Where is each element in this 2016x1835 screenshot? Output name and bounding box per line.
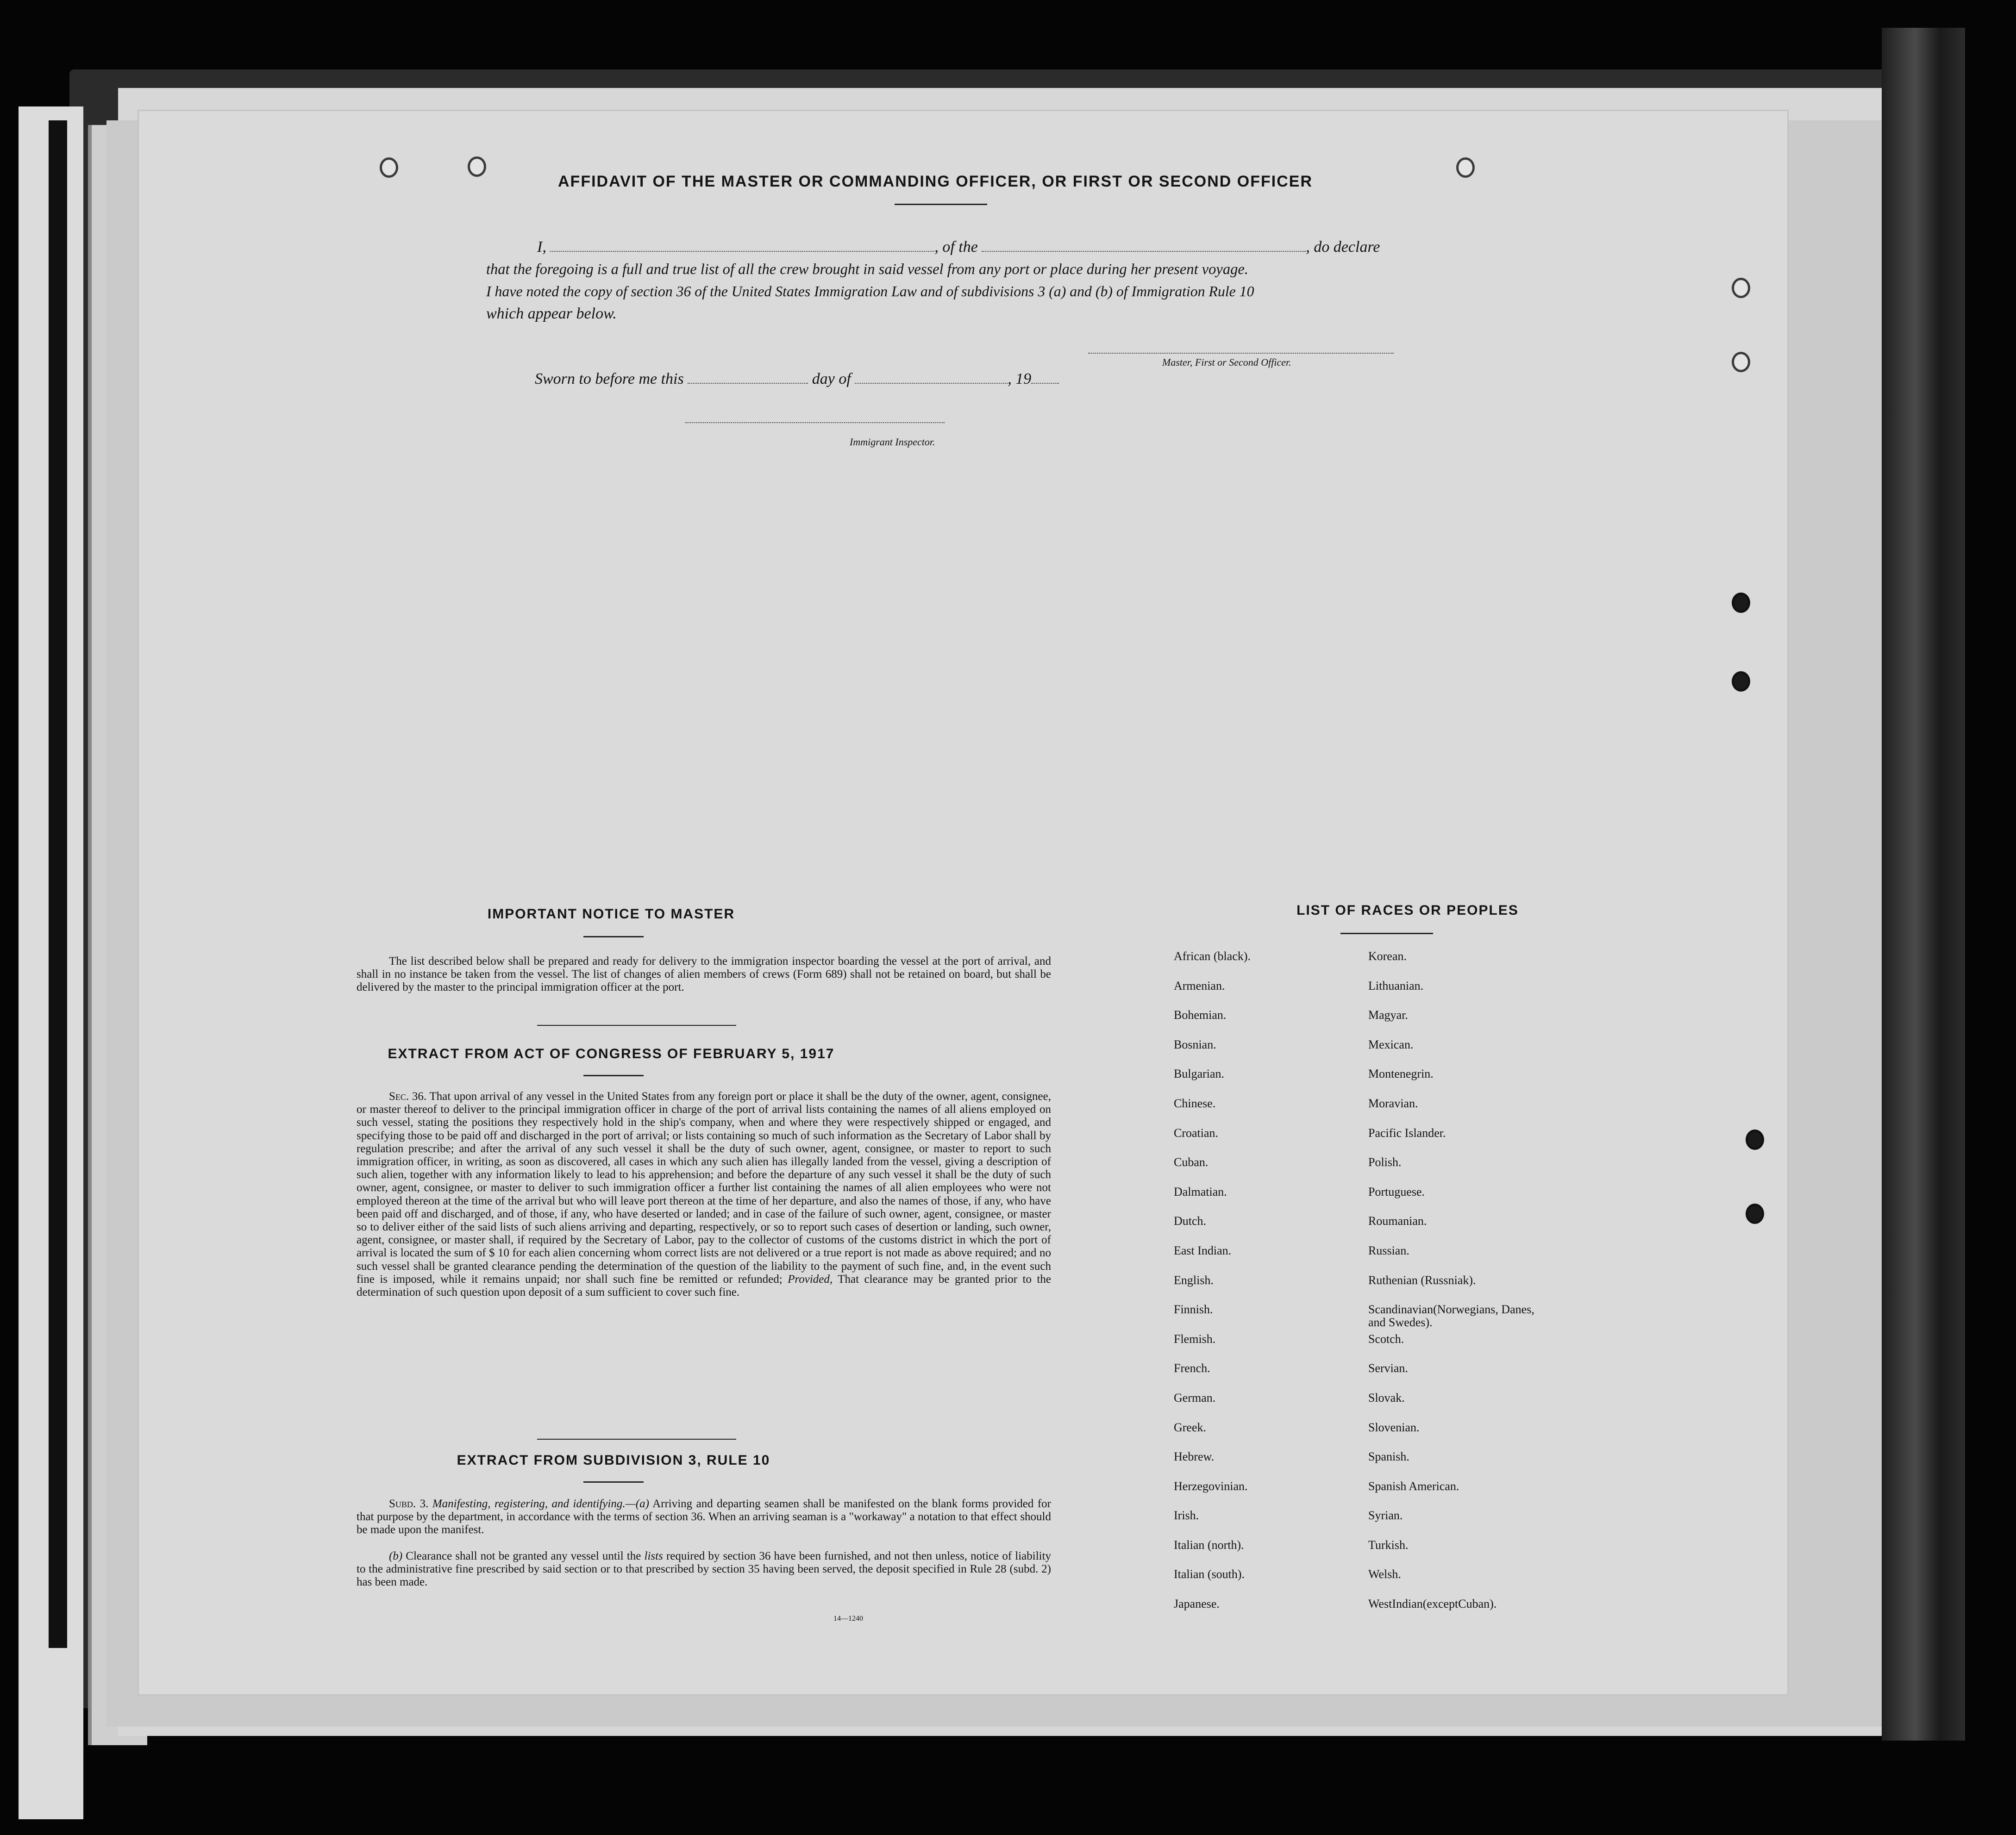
race-item: Bohemian. [1174, 1008, 1227, 1022]
race-item: German. [1174, 1391, 1216, 1404]
rule-top-rule [537, 1439, 736, 1440]
para-b-label: (b) [389, 1550, 403, 1562]
race-item: Welsh. [1368, 1567, 1401, 1581]
right-page-edge [1882, 28, 1965, 1741]
race-item: Pacific Islander. [1368, 1126, 1446, 1140]
races-title: LIST OF RACES OR PEOPLES [1296, 903, 1519, 918]
act-body-part2: That clearance may be granted prior to the determination of such question upon deposit of a sum sufficient to cover such fine. [357, 1273, 1051, 1299]
races-column-2 [1368, 950, 1590, 1627]
vessel-field[interactable] [982, 237, 1306, 252]
manifest-page [139, 111, 1787, 1694]
notice-rule [583, 936, 644, 937]
of-the-label: , of the [934, 238, 978, 256]
race-item: Slovenian. [1368, 1420, 1420, 1434]
punch-hole [1746, 1204, 1764, 1224]
act-provided: Provided, [788, 1273, 833, 1286]
inspector-signature-line[interactable] [685, 420, 945, 423]
race-item: Ruthenian (Russniak). [1368, 1273, 1476, 1287]
race-item: Japanese. [1174, 1597, 1220, 1611]
race-item: Bulgarian. [1174, 1067, 1225, 1081]
punch-hole [468, 156, 486, 177]
act-body [357, 1090, 1051, 1299]
race-item: Bosnian. [1174, 1037, 1216, 1051]
race-item: Moravian. [1368, 1096, 1418, 1110]
notice-bottom-rule [537, 1025, 736, 1026]
name-field[interactable] [550, 237, 934, 252]
affidavit-line-4: which appear below. [486, 305, 617, 322]
master-signature-line[interactable] [1088, 351, 1394, 354]
race-item: Turkish. [1368, 1538, 1409, 1552]
race-item: Korean. [1368, 949, 1407, 963]
act-rule [583, 1075, 644, 1076]
punch-hole [1746, 1130, 1764, 1150]
subd-label: Subd. 3. [389, 1498, 429, 1510]
inspector-label: Immigrant Inspector. [850, 436, 935, 448]
para-b-text-2: required by section 36 have been furnished, and not then unless, notice of liability to the administrative fine prescribed by said section or to that prescribed by section 35 having been served, the deposit specified in Rule 28 (subd. 2) has been made. [357, 1550, 1052, 1589]
race-item: Italian (north). [1174, 1538, 1244, 1552]
form-number: 14—1240 [833, 1615, 863, 1623]
affidavit-title: AFFIDAVIT OF THE MASTER OR COMMANDING OFFICER, OR FIRST OR SECOND OFFICER [558, 173, 1313, 190]
race-item: Herzegovinian. [1174, 1479, 1248, 1493]
subd-heading: Manifesting, registering, and identifying.—(a) [432, 1498, 649, 1510]
master-label: Master, First or Second Officer. [1162, 356, 1291, 368]
notice-body: The list described below shall be prepared and ready for delivery to the immigration inspector boarding the vessel at the port of arrival, and shall in no instance be taken from the vessel. The list of changes of alien members of crews (Form 689) shall not be retained on board, but shall be delivered by the master to the principal immigration officer at the port. [357, 955, 1051, 994]
race-item: Irish. [1174, 1509, 1199, 1523]
race-item: Dalmatian. [1174, 1185, 1227, 1198]
affidavit-i-label: I, [537, 238, 546, 256]
race-item: Spanish American. [1368, 1479, 1459, 1493]
race-item: Chinese. [1174, 1096, 1216, 1110]
rule-title-rule [583, 1481, 644, 1483]
race-item: Servian. [1368, 1361, 1408, 1375]
race-item: English. [1174, 1273, 1214, 1287]
race-item: Roumanian. [1368, 1214, 1427, 1228]
race-item: Greek. [1174, 1420, 1207, 1434]
sworn-year-field[interactable] [1031, 369, 1059, 384]
race-item: Croatian. [1174, 1126, 1219, 1140]
rule-para-b [357, 1550, 1051, 1589]
race-item: Scotch. [1368, 1332, 1404, 1346]
race-item: Lithuanian. [1368, 979, 1424, 992]
punch-hole [1732, 593, 1750, 613]
sworn-day-of: day of [812, 370, 851, 387]
race-item: Spanish. [1368, 1450, 1409, 1464]
race-item: Mexican. [1368, 1037, 1414, 1051]
race-item: Finnish. [1174, 1303, 1213, 1317]
race-item: Hebrew. [1174, 1450, 1215, 1464]
sworn-prefix: Sworn to before me this [535, 370, 684, 387]
race-item: French. [1174, 1361, 1210, 1375]
race-item: African (black). [1174, 949, 1251, 963]
rule-para-a-text: Arriving and departing seamen shall be manifested on the blank forms provided for that purpose by the department, in accordance with the terms of section 36. When an arriving seaman is a "workaway" a notation to that effect should be made upon the manifest. [357, 1498, 1051, 1536]
race-item: Scandinavian(Norwegians, Danes, and Swedes). [1368, 1303, 1534, 1329]
race-item: Portuguese. [1368, 1185, 1425, 1198]
punch-hole [1456, 157, 1475, 178]
race-item: Italian (south). [1174, 1567, 1245, 1581]
punch-hole [1732, 671, 1750, 692]
act-body-part1: That upon arrival of any vessel in the United States from any foreign port or place it shall be the duty of the owner, agent, consignee, or master thereof to deliver to the principal immigration officer in charge of the port of arrival lists containing the names of all aliens employed on such vessel, stating the positions they respectively hold in the ship's company, when and where they were respectively shipped or engaged, and specifying those to be paid off and discharged in the port of arrival; or lists containing so much of such information as the Secretary of Labor shall by regulation prescribe; and after the arrival of any such vessel it shall be the duty of such owner, agent, consignee, or master to report to such immigration officer, in writing, as soon as discovered, all cases in which any such alien has illegally landed from the vessel, giving a description of such alien, together with any information likely to lead to his apprehension; and before the departure of any such vessel it shall be the duty of such owner, agent, consignee, or master to deliver to such immigration officer a further list containing the names of all alien employees who were not employed thereon at the time of the arrival but who will leave port thereon at the time of her departure, and also the names of those, if any, who have been paid off and discharged, and of those, if any, who have deserted or landed; and in case of the failure of such owner, agent, consignee, or master so to deliver either of the said lists of such aliens arriving and departing, respectively, or so to report such cases of desertion or landing, such owner, agent, consignee, or master shall, if required by the Secretary of Labor, pay to the collector of customs of the customs district in which the port of arrival is located the sum of $ 10 for each alien concerning whom correct lists are not delivered or a true report is not made as above required; and no such vessel shall be granted clearance pending the determination of the question of the liability to the payment of such fine, and, in the event such fine is imposed, while it remains unpaid; nor shall such fine be remitted or refunded; [357, 1090, 1051, 1286]
race-item: Montenegrin. [1368, 1067, 1434, 1081]
races-column-1 [1174, 950, 1359, 1627]
race-item: Magyar. [1368, 1008, 1408, 1022]
affidavit-line-3: I have noted the copy of section 36 of the United States Immigration Law and of subdivisions 3 (a) and (b) of Immigration Rule 10 [486, 283, 1254, 300]
punch-hole [380, 157, 398, 178]
para-b-lists: lists [644, 1550, 663, 1562]
race-item: WestIndian(exceptCuban). [1368, 1597, 1497, 1611]
do-declare-label: , do declare [1306, 238, 1380, 256]
race-item: Polish. [1368, 1155, 1402, 1169]
rule-title: EXTRACT FROM SUBDIVISION 3, RULE 10 [457, 1453, 770, 1468]
act-title: EXTRACT FROM ACT OF CONGRESS OF FEBRUARY 5, 1917 [388, 1046, 835, 1061]
race-item: East Indian. [1174, 1243, 1232, 1257]
left-binding-shadow [49, 120, 67, 1648]
affidavit-line-1 [537, 236, 1380, 258]
rule-para-a [357, 1498, 1051, 1537]
sworn-year: , 19 [1008, 370, 1032, 387]
race-item: Flemish. [1174, 1332, 1216, 1346]
race-item: Russian. [1368, 1243, 1409, 1257]
para-b-text-1: Clearance shall not be granted any vessel until the [406, 1550, 641, 1562]
act-section-label: Sec. 36. [389, 1090, 427, 1103]
sworn-month-field[interactable] [855, 369, 1008, 384]
punch-hole [1732, 278, 1750, 298]
race-item: Cuban. [1174, 1155, 1208, 1169]
sworn-day-field[interactable] [688, 369, 808, 384]
race-item: Dutch. [1174, 1214, 1207, 1228]
punch-hole [1732, 352, 1750, 372]
race-item: Slovak. [1368, 1391, 1405, 1404]
race-item: Syrian. [1368, 1509, 1403, 1523]
sworn-line [535, 368, 1059, 390]
notice-title: IMPORTANT NOTICE TO MASTER [487, 906, 735, 922]
races-rule [1340, 933, 1433, 934]
affidavit-line-2: that the foregoing is a full and true list of all the crew brought in said vessel from any port or place during her present voyage. [486, 261, 1248, 278]
race-item: Armenian. [1174, 979, 1225, 992]
title-rule [895, 204, 987, 205]
